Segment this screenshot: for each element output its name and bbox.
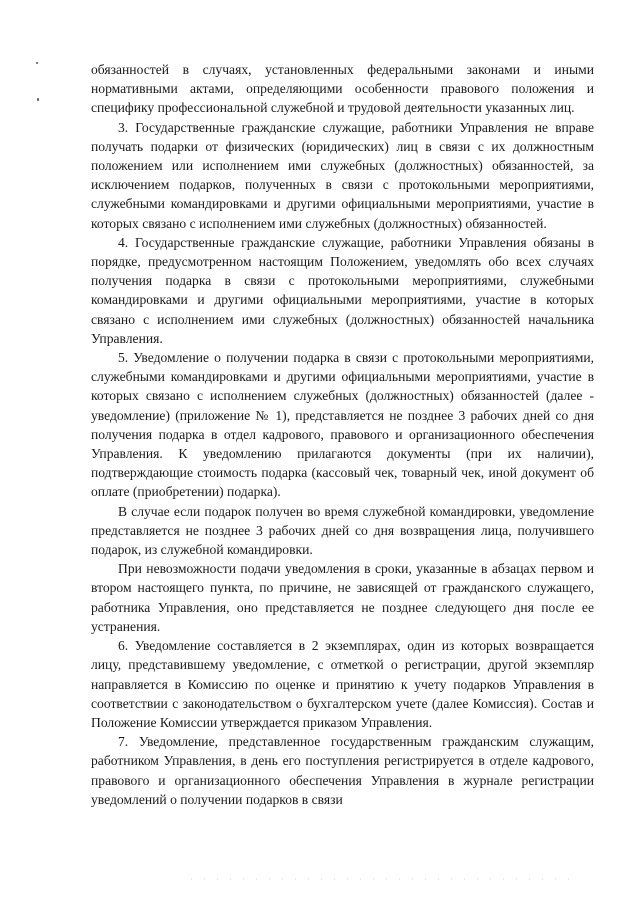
paragraph-item-4: 4. Государственные гражданские служащие, работники Управления обязаны в порядке, предусмотренном настоящим Положением, уведомлять обо всех случаях получения подарка в связи с протокольными мероприятиями, служебными командировками и другими официальными мероприятиями, участие в которых связано с исполнением ими служебных (должностных) обязанностей начальника Управления. [91, 234, 594, 346]
paragraph-item-3: 3. Государственные гражданские служащие, работники Управления не вправе получать подарки от физических (юридических) лиц в связи с их должностным положением или исполнением ими служебных (должностных) обязанностей, за исключением подарков, полученных в связи с протокольными мероприятиями, служебными командировками и другими официальными мероприятиями, участие в которых связано с исполнением ими служебных (должностных) обязанностей. [91, 119, 594, 231]
scan-noise [185, 876, 575, 882]
paragraph-continuation: обязанностей в случаях, установленных федеральными законами и иными нормативными актами, определяющими особенности правового положения и специфику профессиональной служебной и трудовой деятельности указанных лиц. [91, 62, 594, 116]
document-body [91, 60, 594, 809]
paragraph-business-trip: В случае если подарок получен во время служебной командировки, уведомление представляется не позднее 3 рабочих дней со дня возвращения лица, получившего подарок, из служебной командировки. [91, 503, 594, 558]
paragraph-impossibility: При невозможности подачи уведомления в сроки, указанные в абзацах первом и втором настоящего пункта, по причине, не зависящей от гражданского служащего, работника Управления, оно представляется не позднее следующего дня после ее устранения. [91, 561, 594, 634]
paragraph-item-5: 5. Уведомление о получении подарка в связи с протокольными мероприятиями, служебными командировками и другими официальными мероприятиями, участие в которых связано с исполнением служебных (должностных) обязанностей (далее - уведомление) (приложение № 1), представляется не позднее 3 рабочих дней со дня получения подарка в отдел кадрового, правового и организационного обеспечения Управления. К уведомлению прилагаются документы (при их наличии), подтверждающие стоимость подарка (кассовый чек, товарный чек, иной документ об оплате (приобретении) подарка). [91, 350, 594, 500]
paragraph-item-7: 7. Уведомление, представленное государственным гражданским служащим, работником Управления, в день его поступления регистрируется в отделе кадрового, правового и организационного обеспечения Управления в журнале регистрации уведомлений о получении подарков в связи [91, 734, 594, 807]
scan-speck [37, 98, 39, 101]
paragraph-item-6: 6. Уведомление составляется в 2 экземплярах, один из которых возвращается лицу, представившему уведомление, с отметкой о регистрации, другой экземпляр направляется в Комиссию по оценке и принятию к учету подарков Управления в соответствии с законодательством о бухгалтерском учете (далее Комиссия). Состав и Положение Комиссии утверждается приказом Управления. [91, 638, 594, 730]
scan-speck [36, 62, 38, 64]
